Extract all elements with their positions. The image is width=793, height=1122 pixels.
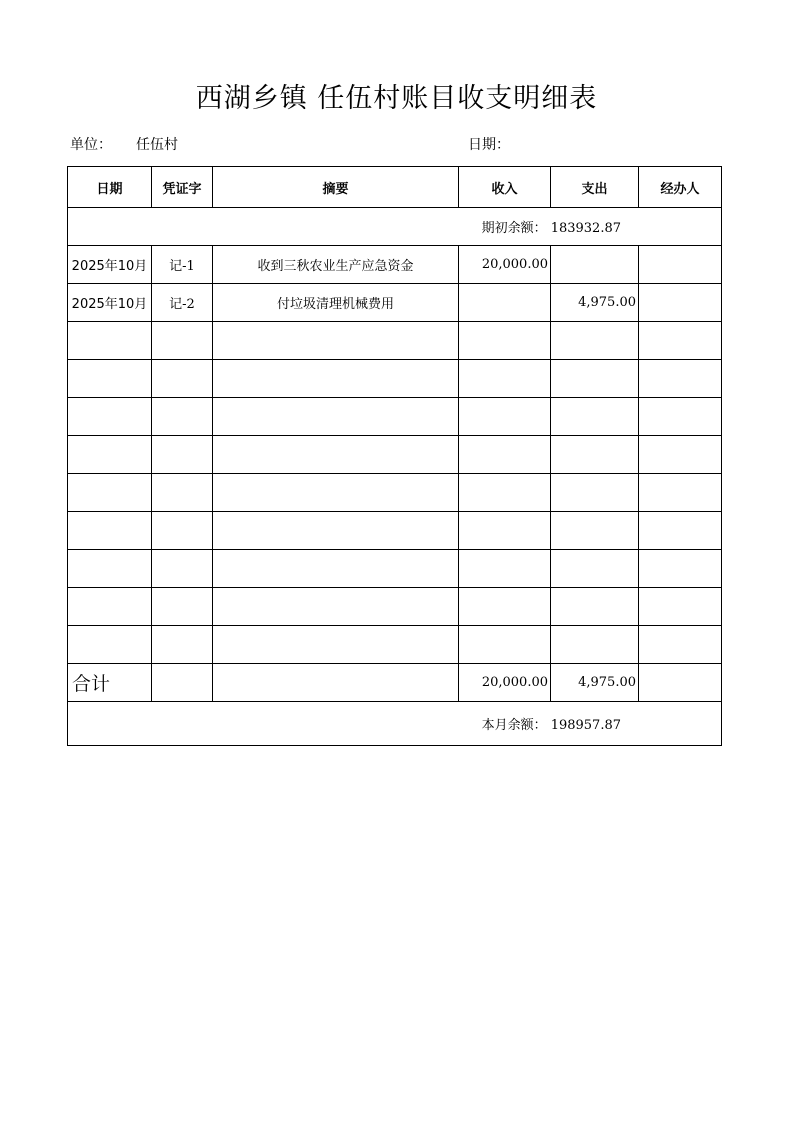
empty-cell bbox=[459, 322, 551, 360]
cell-income: 20,000.00 bbox=[459, 246, 551, 284]
empty-row bbox=[68, 550, 722, 588]
empty-cell bbox=[68, 360, 152, 398]
cell-income bbox=[459, 284, 551, 322]
header-expense: 支出 bbox=[551, 167, 639, 208]
empty-cell bbox=[551, 436, 639, 474]
empty-cell bbox=[68, 550, 152, 588]
empty-cell bbox=[459, 360, 551, 398]
empty-cell bbox=[152, 474, 213, 512]
empty-cell bbox=[459, 474, 551, 512]
empty-cell bbox=[213, 436, 459, 474]
empty-cell bbox=[213, 588, 459, 626]
empty-cell bbox=[639, 474, 722, 512]
empty-cell bbox=[459, 588, 551, 626]
empty-cell bbox=[639, 588, 722, 626]
total-label: 合计 bbox=[68, 664, 152, 702]
closing-balance: 本月余额： 198957.87 bbox=[68, 702, 722, 746]
total-row bbox=[68, 664, 722, 702]
empty-cell bbox=[459, 626, 551, 664]
empty-cell bbox=[639, 360, 722, 398]
empty-cell bbox=[152, 626, 213, 664]
cell-voucher: 记-1 bbox=[152, 246, 213, 284]
header-voucher: 凭证字 bbox=[152, 167, 213, 208]
total-summary-cell bbox=[213, 664, 459, 702]
ledger-table bbox=[67, 166, 722, 746]
total-handler-cell bbox=[639, 664, 722, 702]
empty-cell bbox=[459, 436, 551, 474]
empty-cell bbox=[152, 322, 213, 360]
empty-cell bbox=[639, 436, 722, 474]
empty-cell bbox=[213, 398, 459, 436]
table-row bbox=[68, 246, 722, 284]
empty-cell bbox=[152, 588, 213, 626]
empty-cell bbox=[152, 550, 213, 588]
empty-cell bbox=[459, 512, 551, 550]
cell-summary: 收到三秋农业生产应急资金 bbox=[213, 246, 459, 284]
unit-field bbox=[70, 134, 178, 154]
empty-cell bbox=[68, 436, 152, 474]
cell-date: 2025年10月 bbox=[68, 284, 152, 322]
empty-cell bbox=[551, 360, 639, 398]
empty-cell bbox=[551, 398, 639, 436]
date-field bbox=[468, 134, 510, 154]
cell-handler bbox=[639, 246, 722, 284]
empty-cell bbox=[68, 626, 152, 664]
unit-label: 单位： bbox=[70, 137, 112, 153]
empty-cell bbox=[213, 550, 459, 588]
empty-cell bbox=[68, 512, 152, 550]
empty-cell bbox=[551, 550, 639, 588]
cell-expense bbox=[551, 246, 639, 284]
empty-cell bbox=[213, 322, 459, 360]
empty-row bbox=[68, 398, 722, 436]
empty-cell bbox=[68, 474, 152, 512]
header-row bbox=[68, 167, 722, 208]
cell-summary: 付垃圾清理机械费用 bbox=[213, 284, 459, 322]
empty-row bbox=[68, 588, 722, 626]
empty-row bbox=[68, 436, 722, 474]
empty-cell bbox=[213, 360, 459, 398]
cell-handler bbox=[639, 284, 722, 322]
empty-cell bbox=[213, 626, 459, 664]
empty-row bbox=[68, 626, 722, 664]
empty-row bbox=[68, 474, 722, 512]
empty-cell bbox=[152, 512, 213, 550]
empty-cell bbox=[459, 398, 551, 436]
empty-cell bbox=[213, 512, 459, 550]
header-handler: 经办人 bbox=[639, 167, 722, 208]
empty-row bbox=[68, 322, 722, 360]
closing-balance-row bbox=[68, 702, 722, 746]
opening-balance-row bbox=[68, 208, 722, 246]
unit-value: 任伍村 bbox=[136, 137, 178, 153]
empty-cell bbox=[152, 360, 213, 398]
empty-cell bbox=[639, 626, 722, 664]
empty-cell bbox=[639, 322, 722, 360]
table-row bbox=[68, 284, 722, 322]
empty-cell bbox=[639, 398, 722, 436]
total-expense: 4,975.00 bbox=[551, 664, 639, 702]
empty-cell bbox=[213, 474, 459, 512]
empty-cell bbox=[68, 398, 152, 436]
empty-cell bbox=[639, 550, 722, 588]
total-voucher-cell bbox=[152, 664, 213, 702]
total-income: 20,000.00 bbox=[459, 664, 551, 702]
empty-cell bbox=[551, 512, 639, 550]
opening-balance: 期初余额： 183932.87 bbox=[68, 208, 722, 246]
empty-cell bbox=[152, 436, 213, 474]
empty-cell bbox=[459, 550, 551, 588]
cell-expense: 4,975.00 bbox=[551, 284, 639, 322]
header-date: 日期 bbox=[68, 167, 152, 208]
empty-cell bbox=[551, 626, 639, 664]
empty-cell bbox=[551, 588, 639, 626]
empty-cell bbox=[639, 512, 722, 550]
date-label: 日期： bbox=[468, 137, 510, 153]
cell-voucher: 记-2 bbox=[152, 284, 213, 322]
header-income: 收入 bbox=[459, 167, 551, 208]
cell-date: 2025年10月 bbox=[68, 246, 152, 284]
empty-cell bbox=[68, 588, 152, 626]
page-title: 西湖乡镇 任伍村账目收支明细表 bbox=[195, 83, 598, 114]
empty-cell bbox=[551, 322, 639, 360]
header-summary: 摘要 bbox=[213, 167, 459, 208]
empty-row bbox=[68, 360, 722, 398]
empty-cell bbox=[551, 474, 639, 512]
empty-cell bbox=[68, 322, 152, 360]
empty-cell bbox=[152, 398, 213, 436]
empty-row bbox=[68, 512, 722, 550]
